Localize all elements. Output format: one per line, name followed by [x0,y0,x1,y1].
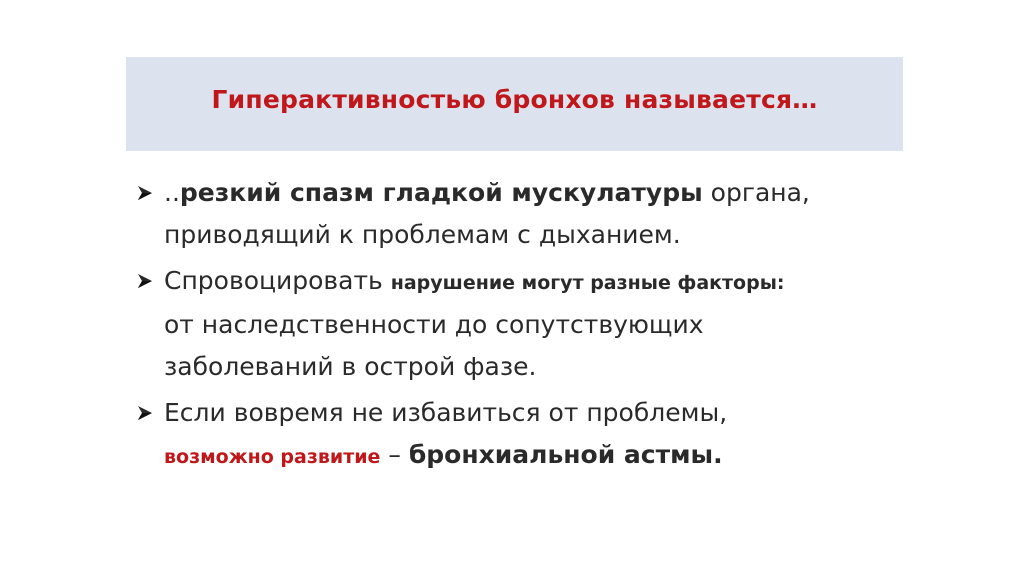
bullet-1-emphasis: резкий спазм гладкой мускулатуры [179,178,703,207]
slide-title: Гиперактивностью бронхов называется… [211,84,818,114]
bullet-2-prefix: Спровоцировать [164,266,391,295]
arrow-bullet-icon [136,260,164,302]
bullet-2-line3: заболеваний в острой фазе. [164,352,537,381]
bullet-list [136,172,926,478]
bullet-text-2 [164,260,926,388]
bullet-item-1 [136,172,926,256]
bullet-3-emphasis: бронхиальной астмы. [408,440,723,469]
bullet-3-line1: Если вовремя не избавиться от проблемы, [164,398,728,427]
bullet-1-prefix: .. [164,178,180,207]
bullet-text-3 [164,392,926,478]
bullet-3-red-phrase: возможно развитие [164,446,381,468]
bullet-item-2 [136,260,926,388]
bullet-item-3 [136,392,926,478]
bullet-1-line1-end: органа, [702,178,810,207]
bullet-text-1 [164,172,926,256]
bullet-2-line2: от наследственности до сопутствующих [164,310,704,339]
arrow-bullet-icon [136,392,164,434]
title-banner [126,57,903,151]
arrow-bullet-icon [136,172,164,214]
bullet-2-emphasis: нарушение могут разные факторы: [390,272,785,294]
bullet-1-line2: приводящий к проблемам с дыханием. [164,220,681,249]
bullet-3-dash: – [380,440,409,469]
